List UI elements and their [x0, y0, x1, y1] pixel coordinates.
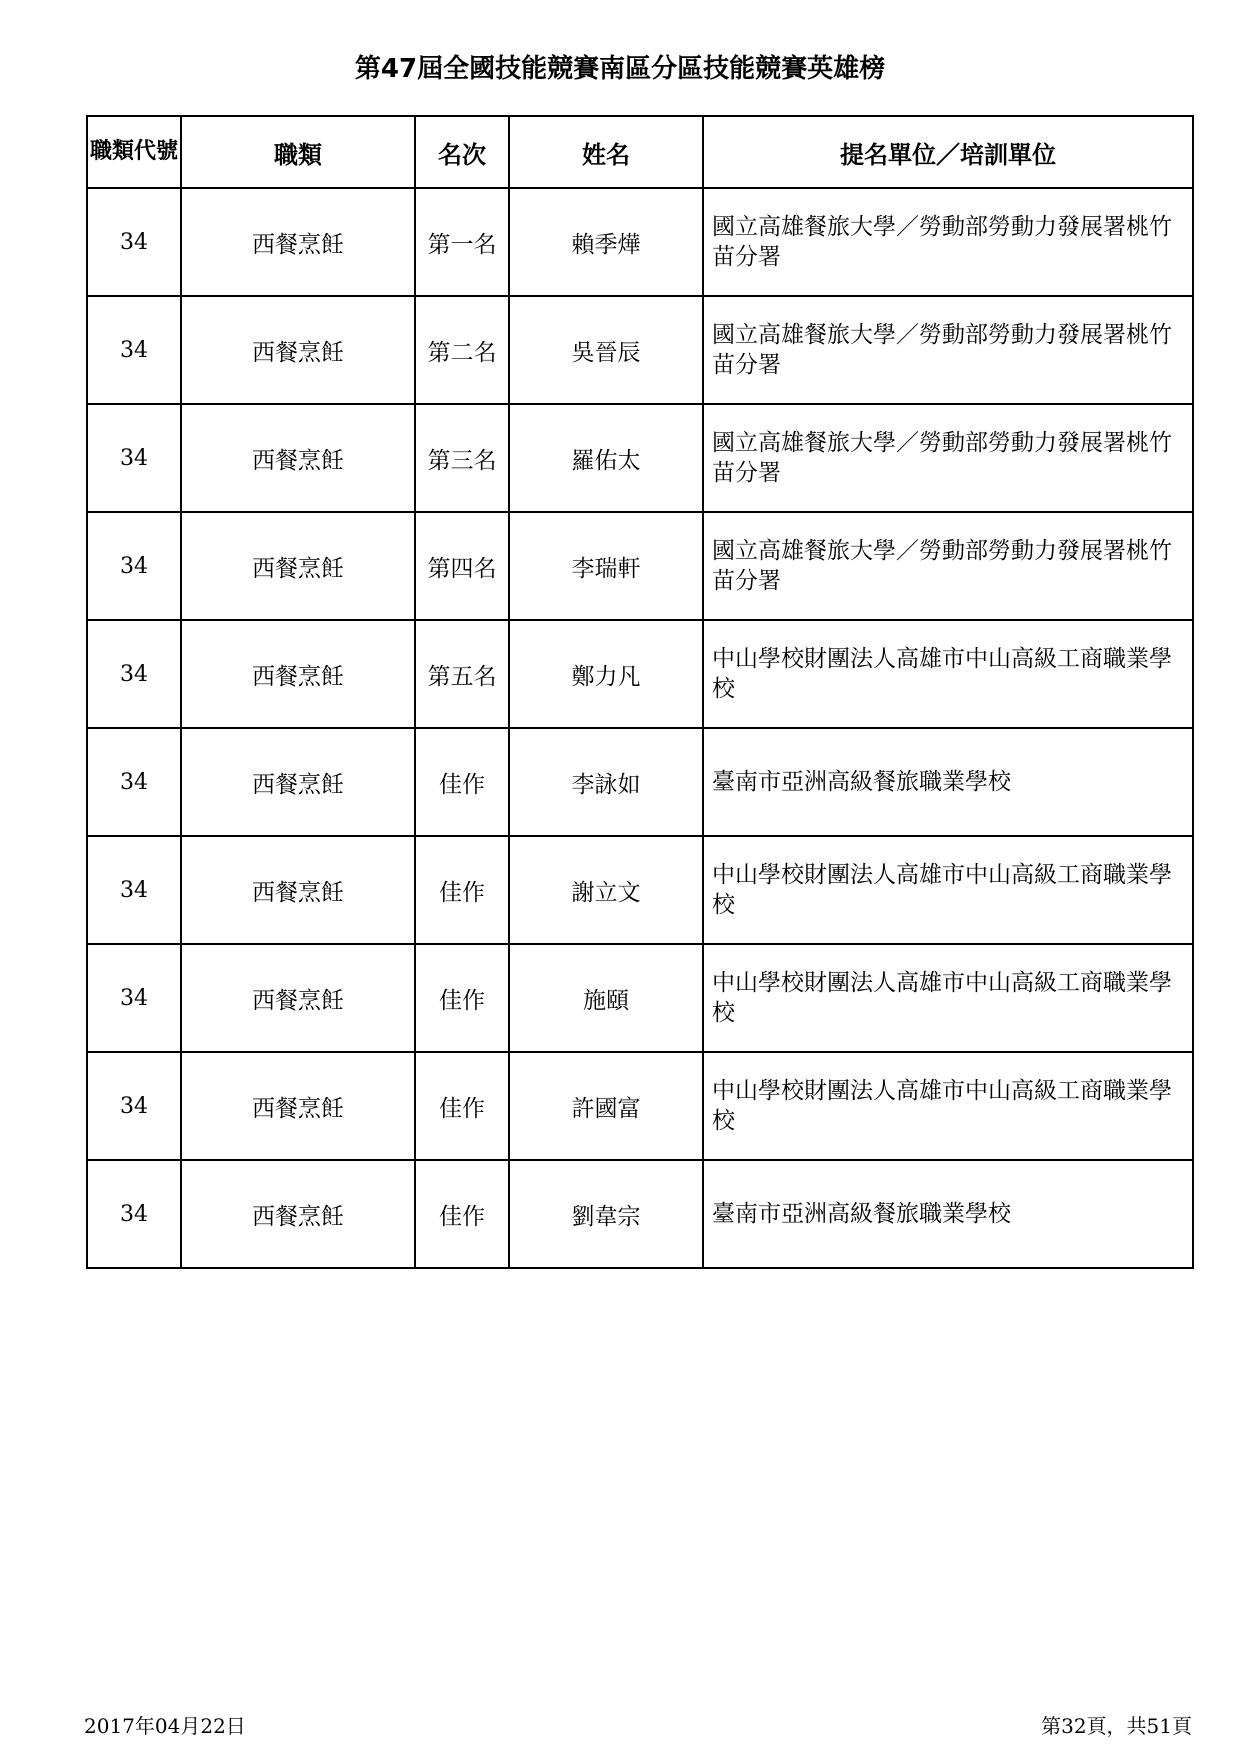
cell-code: 34: [87, 512, 181, 620]
cell-name: 吳晉辰: [509, 296, 703, 404]
cell-unit: 中山學校財團法人高雄市中山高級工商職業學校: [703, 836, 1193, 944]
cell-code: 34: [87, 1052, 181, 1160]
cell-unit: 國立高雄餐旅大學／勞動部勞動力發展署桃竹苗分署: [703, 296, 1193, 404]
cell-name: 賴季燁: [509, 188, 703, 296]
table-header-row: [87, 116, 1193, 188]
footer-date: 2017年04月22日: [84, 1714, 246, 1738]
table-row: [87, 620, 1193, 728]
cell-unit: 臺南市亞洲高級餐旅職業學校: [703, 728, 1193, 836]
cell-category: 西餐烹飪: [181, 944, 415, 1052]
cell-code: 34: [87, 620, 181, 728]
cell-name: 施頤: [509, 944, 703, 1052]
hero-roster-table: [86, 115, 1194, 1269]
cell-category: 西餐烹飪: [181, 188, 415, 296]
cell-rank: 佳作: [415, 1160, 509, 1268]
table-row: [87, 188, 1193, 296]
table-row: [87, 404, 1193, 512]
cell-category: 西餐烹飪: [181, 1160, 415, 1268]
cell-unit: 國立高雄餐旅大學／勞動部勞動力發展署桃竹苗分署: [703, 404, 1193, 512]
cell-category: 西餐烹飪: [181, 836, 415, 944]
cell-name: 許國富: [509, 1052, 703, 1160]
table-row: [87, 728, 1193, 836]
cell-unit: 臺南市亞洲高級餐旅職業學校: [703, 1160, 1193, 1268]
header-unit: 提名單位／培訓單位: [703, 116, 1193, 188]
table-row: [87, 836, 1193, 944]
header-name: 姓名: [509, 116, 703, 188]
cell-code: 34: [87, 836, 181, 944]
cell-unit: 國立高雄餐旅大學／勞動部勞動力發展署桃竹苗分署: [703, 188, 1193, 296]
cell-name: 李詠如: [509, 728, 703, 836]
footer-page-number: 第32頁，共51頁: [1041, 1714, 1192, 1738]
cell-code: 34: [87, 944, 181, 1052]
cell-code: 34: [87, 188, 181, 296]
table-row: [87, 1052, 1193, 1160]
table-row: [87, 1160, 1193, 1268]
cell-name: 李瑞軒: [509, 512, 703, 620]
cell-name: 劉韋宗: [509, 1160, 703, 1268]
cell-rank: 佳作: [415, 1052, 509, 1160]
table-row: [87, 296, 1193, 404]
cell-category: 西餐烹飪: [181, 404, 415, 512]
cell-code: 34: [87, 728, 181, 836]
cell-unit: 國立高雄餐旅大學／勞動部勞動力發展署桃竹苗分署: [703, 512, 1193, 620]
cell-rank: 佳作: [415, 728, 509, 836]
cell-category: 西餐烹飪: [181, 620, 415, 728]
cell-name: 謝立文: [509, 836, 703, 944]
cell-rank: 第一名: [415, 188, 509, 296]
cell-name: 羅佑太: [509, 404, 703, 512]
cell-category: 西餐烹飪: [181, 296, 415, 404]
cell-category: 西餐烹飪: [181, 728, 415, 836]
cell-rank: 第三名: [415, 404, 509, 512]
cell-category: 西餐烹飪: [181, 512, 415, 620]
header-rank: 名次: [415, 116, 509, 188]
cell-code: 34: [87, 404, 181, 512]
cell-code: 34: [87, 296, 181, 404]
header-category: 職類: [181, 116, 415, 188]
table-row: [87, 944, 1193, 1052]
cell-unit: 中山學校財團法人高雄市中山高級工商職業學校: [703, 944, 1193, 1052]
cell-category: 西餐烹飪: [181, 1052, 415, 1160]
page-title: 第47屆全國技能競賽南區分區技能競賽英雄榜: [354, 54, 886, 84]
cell-unit: 中山學校財團法人高雄市中山高級工商職業學校: [703, 1052, 1193, 1160]
cell-rank: 佳作: [415, 836, 509, 944]
cell-unit: 中山學校財團法人高雄市中山高級工商職業學校: [703, 620, 1193, 728]
table-row: [87, 512, 1193, 620]
cell-rank: 佳作: [415, 944, 509, 1052]
cell-rank: 第五名: [415, 620, 509, 728]
cell-name: 鄭力凡: [509, 620, 703, 728]
header-code: 職類代號: [87, 116, 181, 188]
cell-rank: 第四名: [415, 512, 509, 620]
cell-code: 34: [87, 1160, 181, 1268]
cell-rank: 第二名: [415, 296, 509, 404]
